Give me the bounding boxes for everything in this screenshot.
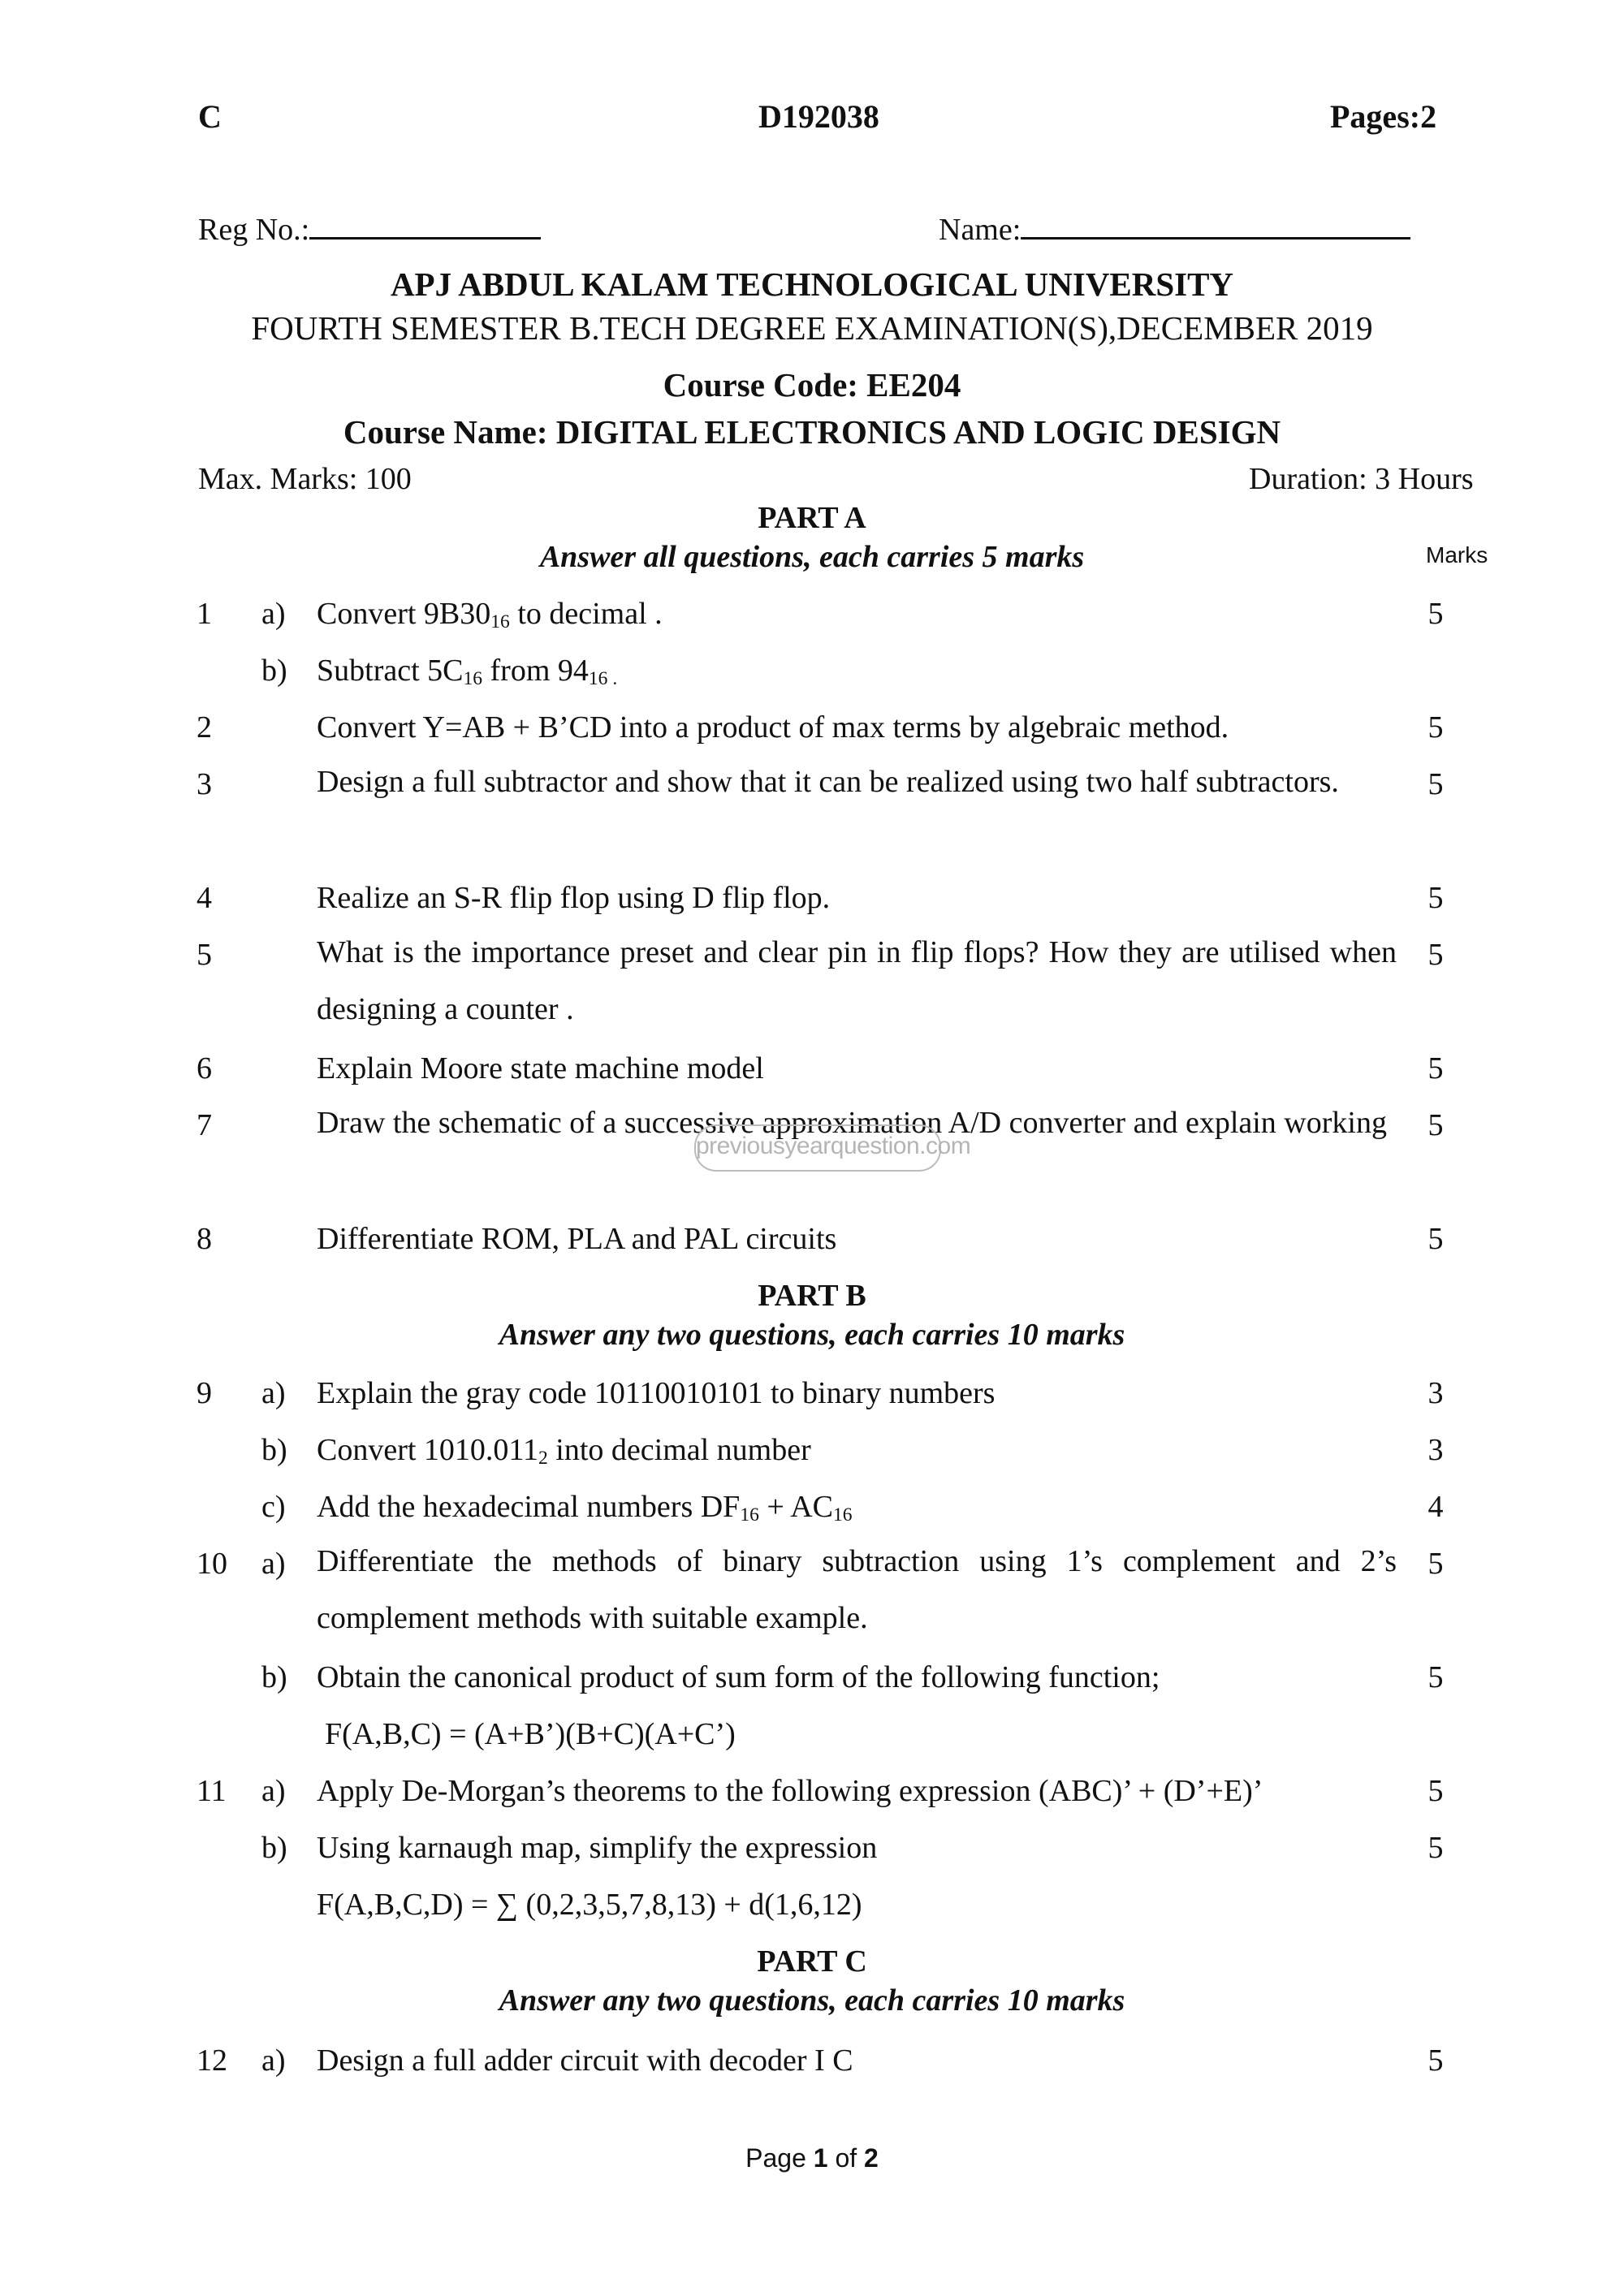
sub-label: a)	[261, 1774, 286, 1808]
marks-value: 5	[1427, 597, 1444, 631]
course-name: Course Name: DIGITAL ELECTRONICS AND LOGIC DESIGN	[343, 413, 1281, 451]
sub-label: b)	[261, 1660, 287, 1694]
question-text: Explain Moore state machine model	[317, 1051, 764, 1085]
marks-value: 5	[1427, 1108, 1444, 1142]
sub-label: a)	[261, 2044, 286, 2078]
marks-value: 5	[1427, 1051, 1444, 1085]
question-number: 4	[197, 881, 212, 915]
question-text: Convert $9B30_{16}$ to decimal .	[317, 597, 663, 633]
question-text: Draw the schematic of a successive approximation A/D converter and explain working	[317, 1106, 1387, 1140]
question-text: Add the hexadecimal numbers $DF_{16} + AC_{16}$	[317, 1490, 853, 1526]
question-text: Convert Y=AB + B’CD into a product of max terms by algebraic method.	[317, 710, 1229, 744]
page-count: Pages:2	[1330, 98, 1437, 135]
max-marks: Max. Marks: 100	[198, 462, 412, 496]
sub-label: a)	[261, 597, 286, 631]
question-text: Using karnaugh map, simplify the expression	[317, 1831, 878, 1865]
marks-value: 5	[1427, 1547, 1444, 1581]
paper-code: D192038	[758, 98, 879, 135]
marks-value: 3	[1427, 1376, 1444, 1410]
sub-label: a)	[261, 1376, 286, 1410]
marks-value: 5	[1427, 1222, 1444, 1256]
expression: F(A,B,C) = (A+B’)(B+C)(A+C’)	[325, 1717, 736, 1751]
marks-value: 5	[1427, 1660, 1444, 1694]
marks-value: 3	[1427, 1433, 1444, 1467]
question-number: 12	[197, 2044, 227, 2078]
marks-value: 4	[1427, 1490, 1444, 1524]
marks-value: 5	[1427, 2044, 1444, 2078]
part-a-title: PART A	[758, 501, 866, 535]
question-number: 9	[197, 1376, 212, 1410]
question-number: 3	[197, 767, 212, 801]
sub-label: b)	[261, 1433, 287, 1467]
total-pages: 2	[864, 2143, 879, 2173]
marks-value: 5	[1427, 767, 1444, 801]
question-text: Differentiate the methods of binary subtraction using 1’s complement and 2’s complement methods with suitable example.	[317, 1544, 1397, 1635]
question-text: Realize an S-R flip flop using D flip flop.	[317, 881, 831, 915]
marks-column-header: Marks	[1426, 542, 1488, 568]
university-name: APJ ABDUL KALAM TECHNOLOGICAL UNIVERSITY	[390, 265, 1234, 303]
sub-label: c)	[261, 1490, 286, 1524]
question-number: 5	[197, 938, 212, 972]
question-number: 11	[197, 1774, 227, 1808]
reg-no-label: Reg No.:	[198, 213, 310, 247]
current-page: 1	[813, 2143, 828, 2173]
part-c-instruction: Answer any two questions, each carries 10 marks	[499, 1983, 1125, 2018]
marks-value: 5	[1427, 938, 1444, 972]
sub-label: b)	[261, 1831, 287, 1865]
marks-value: 5	[1427, 710, 1444, 744]
sub-label: a)	[261, 1547, 286, 1581]
part-b-instruction: Answer any two questions, each carries 10 marks	[499, 1318, 1125, 1352]
question-text: Convert $1010.011_2$ into decimal number	[317, 1433, 811, 1470]
name-field	[939, 209, 1410, 248]
name-label: Name:	[939, 213, 1021, 247]
question-text: Obtain the canonical product of sum form of the following function;	[317, 1660, 1160, 1694]
part-a-instruction: Answer all questions, each carries 5 marks	[539, 540, 1085, 574]
question-number: 10	[197, 1547, 227, 1581]
question-number: 8	[197, 1222, 212, 1256]
question-text: Apply De-Morgan’s theorems to the following expression (ABC)’ + (D’+E)’	[317, 1774, 1263, 1808]
question-text: Explain the gray code 10110010101 to binary numbers	[317, 1376, 996, 1410]
set-label: C	[198, 98, 222, 135]
sub-label: b)	[261, 654, 287, 688]
question-number: 7	[197, 1108, 212, 1142]
question-text: Design a full adder circuit with decoder I C	[317, 2044, 853, 2078]
question-number: 1	[197, 597, 212, 631]
duration: Duration: 3 Hours	[1249, 462, 1474, 496]
watermark-stamp: previousyearquestion.com	[694, 1124, 941, 1172]
question-number: 6	[197, 1051, 212, 1085]
question-text: What is the importance preset and clear pin in flip flops? How they are utilised when designing a counter .	[317, 935, 1397, 1026]
question-number: 2	[197, 710, 212, 744]
question-text: Design a full subtractor and show that it can be realized using two half subtractors.	[317, 765, 1339, 799]
page-footer: Page 1 of 2	[745, 2143, 879, 2173]
marks-value: 5	[1427, 881, 1444, 915]
question-text: Subtract $5C_{16}$ from $94_{16 .}$	[317, 654, 618, 690]
exam-title: FOURTH SEMESTER B.TECH DEGREE EXAMINATION(S),DECEMBER 2019	[251, 309, 1373, 347]
reg-no-blank	[309, 209, 541, 240]
marks-value: 5	[1427, 1831, 1444, 1865]
expression: F(A,B,C,D) = ∑ (0,2,3,5,7,8,13) + d(1,6,12)	[317, 1888, 862, 1922]
marks-value: 5	[1427, 1774, 1444, 1808]
name-blank	[1021, 209, 1410, 240]
course-code: Course Code: EE204	[663, 366, 961, 404]
reg-no-field	[198, 209, 541, 248]
part-c-title: PART C	[757, 1944, 867, 1979]
question-text: Differentiate ROM, PLA and PAL circuits	[317, 1222, 837, 1256]
part-b-title: PART B	[758, 1279, 866, 1313]
